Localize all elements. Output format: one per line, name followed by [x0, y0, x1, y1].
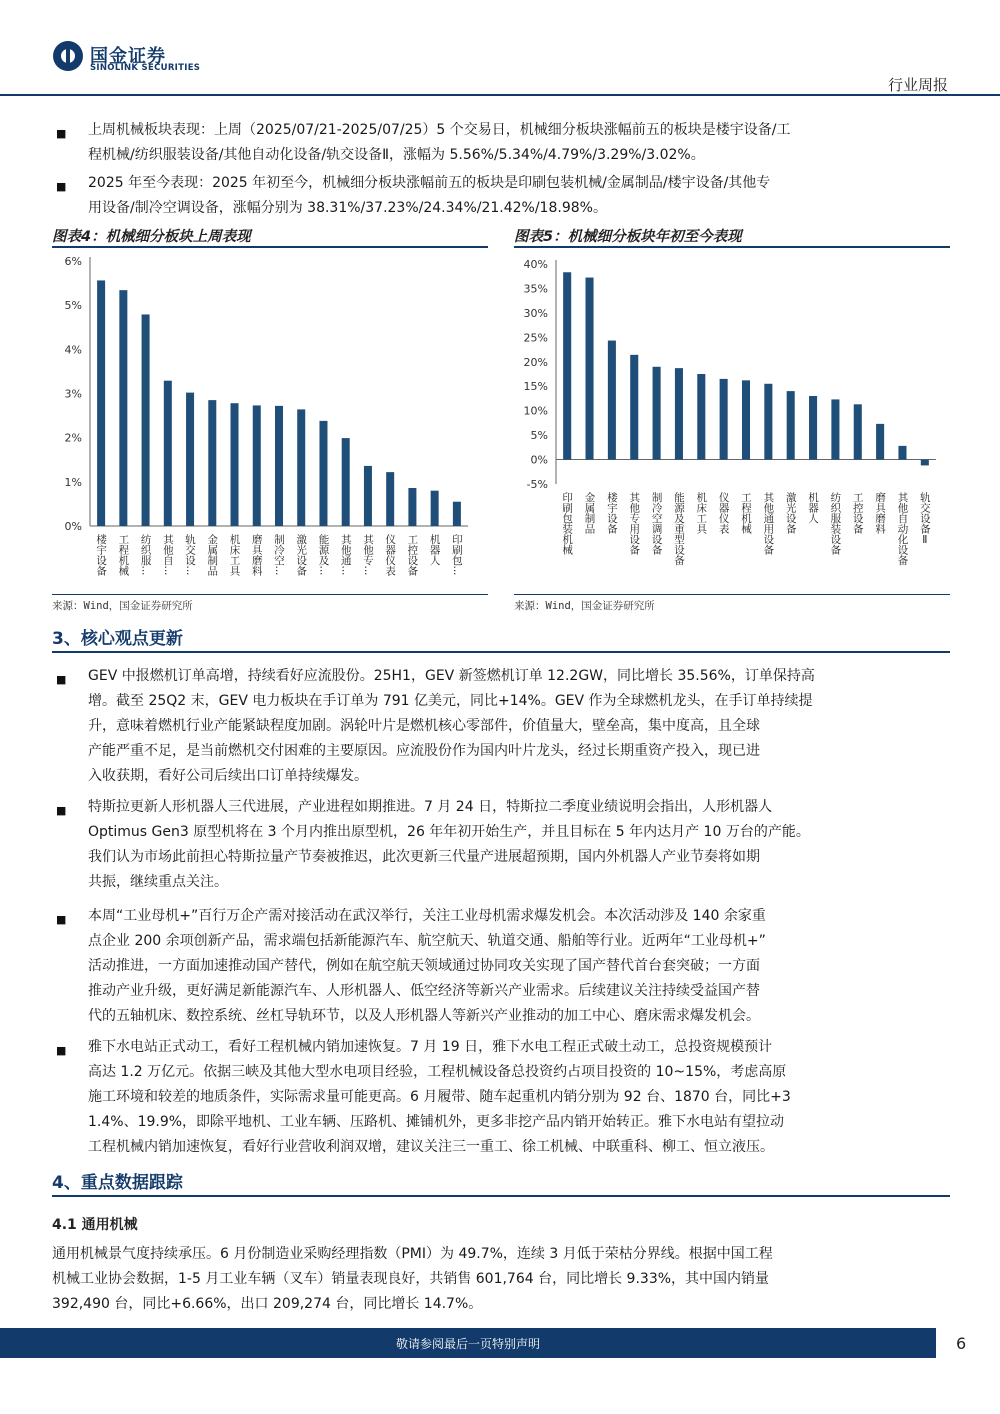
y-tick-label: 0%	[530, 453, 548, 467]
x-tick-label: 工程机械	[117, 534, 130, 576]
y-tick-label: 20%	[523, 355, 548, 369]
figure-5-source: 来源：Wind，国金证券研究所	[514, 600, 655, 612]
chart-5	[514, 250, 950, 594]
logo-text-en: SINOLINK SECURITIES	[90, 63, 201, 73]
bar	[364, 466, 372, 526]
y-tick-label: 0%	[64, 520, 82, 533]
x-tick-label: 能源及...	[317, 534, 330, 576]
section-4-title: 4、重点数据跟踪	[52, 1173, 183, 1193]
figure-4-source: 来源：Wind，国金证券研究所	[52, 600, 193, 612]
bar	[630, 355, 638, 460]
x-tick-label: 其他通...	[339, 534, 352, 576]
y-tick-label: 1%	[64, 475, 82, 489]
y-tick-label: 40%	[523, 258, 548, 271]
bullet-marker: ■	[56, 673, 67, 686]
bar	[97, 280, 105, 526]
bar	[720, 379, 728, 460]
section-3-title: 3、核心观点更新	[52, 629, 183, 649]
bullet-marker: ■	[56, 180, 67, 193]
bar	[608, 341, 616, 460]
x-tick-label: 印刷包...	[450, 534, 463, 576]
section-3-item-gev: GEV 中报燃机订单高增，持续看好应流股份。25H1，GEV 新签燃机订单 12.2GW，同比增长 35.56%，订单保持高 增。截至 25Q2 末，GEV 电力板块在手订单为 791 亿美元，同比+14%。GEV 作为全球燃机龙头，在手订单持续提 升，意味着燃机行业产能紧缺程度加剧。涡轮叶片是燃机核心零部件，价值量大，壁垒高，集中度高，且全球 产能严重不足，是当前燃机交付困难的主要原因。应流股份作为国内叶片龙头，经过长期重资产投入，现已进 入收获期，看好公司后续出口订单持续爆发。	[88, 668, 815, 784]
bar	[231, 403, 239, 526]
x-tick-label: 其他专用设备	[628, 492, 641, 555]
x-tick-label: 制冷空...	[273, 534, 285, 576]
x-tick-label: 工控设备	[406, 534, 419, 576]
bar	[697, 374, 705, 460]
bar	[164, 381, 172, 526]
y-tick-label: -5%	[526, 478, 548, 491]
bar	[831, 399, 839, 459]
x-tick-label: 工控设备	[851, 492, 864, 534]
x-tick-label: 磨具磨料	[874, 492, 887, 534]
y-tick-label: 6%	[64, 255, 82, 268]
bar	[453, 502, 461, 526]
section-3-rule	[52, 651, 950, 653]
chart-4	[52, 250, 488, 594]
x-tick-label: 仪器仪表	[717, 492, 730, 534]
y-tick-label: 5%	[64, 299, 82, 313]
x-tick-label: 仪器仪表	[384, 534, 397, 576]
bar	[319, 421, 327, 526]
x-tick-label: 能源及重型设备	[672, 492, 685, 566]
y-tick-label: 10%	[523, 404, 548, 418]
x-tick-label: 其他自动化设备	[896, 492, 909, 566]
x-tick-label: 楼宇设备	[95, 534, 108, 576]
bar	[253, 405, 261, 526]
logo-icon	[52, 40, 84, 72]
y-tick-label: 15%	[523, 380, 548, 394]
bar	[208, 400, 216, 526]
bar	[854, 404, 862, 459]
bar	[586, 278, 594, 460]
section-4-1-body: 通用机械景气度持续承压。6 月份制造业采购经理指数（PMI）为 49.7%，连续 3 月低于荣枯分界线。根据中国工程 机械工业协会数据，1-5 月工业车辆（叉车）销量表现良好，共销售 601,764 台，同比增长 9.33%，其中国内销量 392,490 台，同比+6.66%，出口 209,274 台，同比增长 14.7%。	[52, 1246, 773, 1312]
bar	[921, 460, 929, 466]
x-tick-label: 印刷包装机械	[561, 492, 574, 555]
section-3-item-machine-tool: 本周“工业母机+”百行万企产需对接活动在武汉举行，关注工业母机需求爆发机会。本次活动涉及 140 余家重 点企业 200 余项创新产品，需求端包括新能源汽车、航空航天、轨道交通、船舶等行业。近两年“工业母机+” 活动推进，一方面加速推动国产替代，例如在航空航天领域通过协同攻关实现了国产替代首台套突破；一方面 推动产业升级，更好满足新能源汽车、人形机器人、低空经济等新兴产业需求。后续建议关注持续受益国产替 代的五轴机床、数控系统、丝杠导轨环节，以及人形机器人等新兴产业推动的加工中心、磨床需求爆发机会。	[88, 908, 766, 1024]
bar	[809, 396, 817, 460]
y-tick-label: 4%	[64, 343, 82, 357]
bullet-text: 上周机械板块表现：上周（2025/07/21-2025/07/25）5 个交易日，机械细分板块涨幅前五的板块是楼宇设备/工 程机械/纺织服装设备/其他自动化设备/轨交设备Ⅱ，涨幅为 5.56%/5.34%/4.79%/3.29%/3.02%。	[88, 122, 791, 163]
y-tick-label: 5%	[530, 429, 548, 443]
bar	[764, 384, 772, 460]
section-3-item-hydropower: 雅下水电站正式动工，看好工程机械内销加速恢复。7 月 19 日，雅下水电工程正式破土动工，总投资规模预计 高达 1.2 万亿元。依据三峡及其他大型水电项目经验，工程机械设备总投资约占项目投资的 10~15%，考虑高原 施工环境和较差的地质条件，实际需求量可能更高。6 月履带、随车起重机内销分别为 92 台、1870 台，同比+3 1.4%、19.9%，即除平地机、工业车辆、压路机、摊铺机外，更多非挖产品内销开始转正。雅下水电站有望拉动 工程机械内销加速恢复，看好行业营收利润双增，建议关注三一重工、徐工机械、中联重科、柳工、恒立液压。	[88, 1039, 791, 1155]
y-tick-label: 35%	[523, 282, 548, 296]
footer-disclaimer: 敬请参阅最后一页特别声明	[395, 1337, 540, 1351]
x-tick-label: 其他专...	[361, 534, 374, 576]
x-tick-label: 激光设备	[784, 492, 797, 534]
x-tick-label: 其他自...	[161, 534, 174, 576]
bar	[408, 488, 416, 526]
x-tick-label: 磨具磨料	[250, 534, 263, 576]
bar	[742, 380, 750, 459]
bar	[119, 290, 127, 526]
bar	[386, 472, 394, 526]
bar	[342, 438, 350, 526]
bar	[675, 368, 683, 459]
x-tick-label: 激光设备	[295, 534, 308, 576]
x-tick-label: 机床工具	[695, 492, 708, 534]
bar	[275, 406, 283, 526]
bullet-marker: ■	[56, 127, 67, 140]
y-tick-label: 2%	[64, 431, 82, 445]
bar	[563, 272, 571, 459]
bullet-marker: ■	[56, 804, 67, 817]
x-tick-label: 轨交设...	[184, 534, 197, 576]
section-4-rule	[52, 1195, 950, 1197]
bar	[876, 424, 884, 460]
figure-4-title: 图表4：机械细分板块上周表现	[52, 229, 251, 245]
x-tick-label: 工程机械	[740, 492, 752, 534]
y-tick-label: 25%	[523, 331, 548, 345]
section-3-item-tesla: 特斯拉更新人形机器人三代进展，产业进程如期推进。7 月 24 日，特斯拉二季度业绩说明会指出，人形机器人 Optimus Gen3 原型机将在 3 个月内推出原型机，26 年年初开始生产，并且目标在 5 年内达月产 10 万台的产能。 我们认为市场此前担心特斯拉量产节奏被推迟，此次更新三代量产进展超预期，国内外机器人产业节奏将如期 共振，继续重点关注。	[88, 799, 810, 890]
bar	[431, 491, 439, 526]
x-tick-label: 机床工具	[228, 534, 241, 576]
x-tick-label: 金属制品	[583, 492, 596, 534]
bullet-text: 2025 年至今表现：2025 年初至今，机械细分板块涨幅前五的板块是印刷包装机械/金属制品/楼宇设备/其他专 用设备/制冷空调设备，涨幅分别为 38.31%/37.23%/24.34%/21.42%/18.98%。	[88, 175, 771, 216]
figure-5-top-rule	[514, 246, 950, 248]
report-type: 行业周报	[887, 76, 948, 94]
logo-text-cn: 国金证券	[90, 46, 166, 67]
x-tick-label: 纺织服装设备	[829, 492, 842, 555]
x-tick-label: 纺织服...	[139, 534, 152, 576]
bar	[297, 409, 305, 526]
bar	[186, 393, 194, 526]
figure-4-top-rule	[52, 246, 488, 248]
bullet-marker: ■	[56, 913, 67, 926]
bar	[898, 446, 906, 460]
x-tick-label: 其他通用设备	[762, 492, 775, 555]
x-tick-label: 金属制品	[206, 534, 219, 576]
x-tick-label: 楼宇设备	[605, 492, 618, 534]
figure-4-bottom-rule	[52, 594, 488, 595]
x-tick-label: 机器人	[428, 534, 441, 566]
figure-5-bottom-rule	[514, 594, 950, 595]
section-4-1-title: 4.1 通用机械	[52, 1217, 138, 1233]
x-tick-label: 机器人	[807, 492, 820, 524]
x-tick-label: 轨交设备Ⅱ	[918, 492, 931, 546]
bar	[787, 391, 795, 459]
y-tick-label: 30%	[523, 306, 548, 320]
bar	[142, 314, 150, 526]
x-tick-label: 制冷空调设备	[650, 492, 663, 555]
figure-5-title: 图表5：机械细分板块年初至今表现	[514, 229, 742, 245]
bullet-marker: ■	[56, 1044, 67, 1057]
page-number: 6	[956, 1334, 967, 1353]
header-divider	[0, 94, 1000, 96]
y-tick-label: 3%	[64, 387, 82, 401]
bar	[653, 367, 661, 460]
